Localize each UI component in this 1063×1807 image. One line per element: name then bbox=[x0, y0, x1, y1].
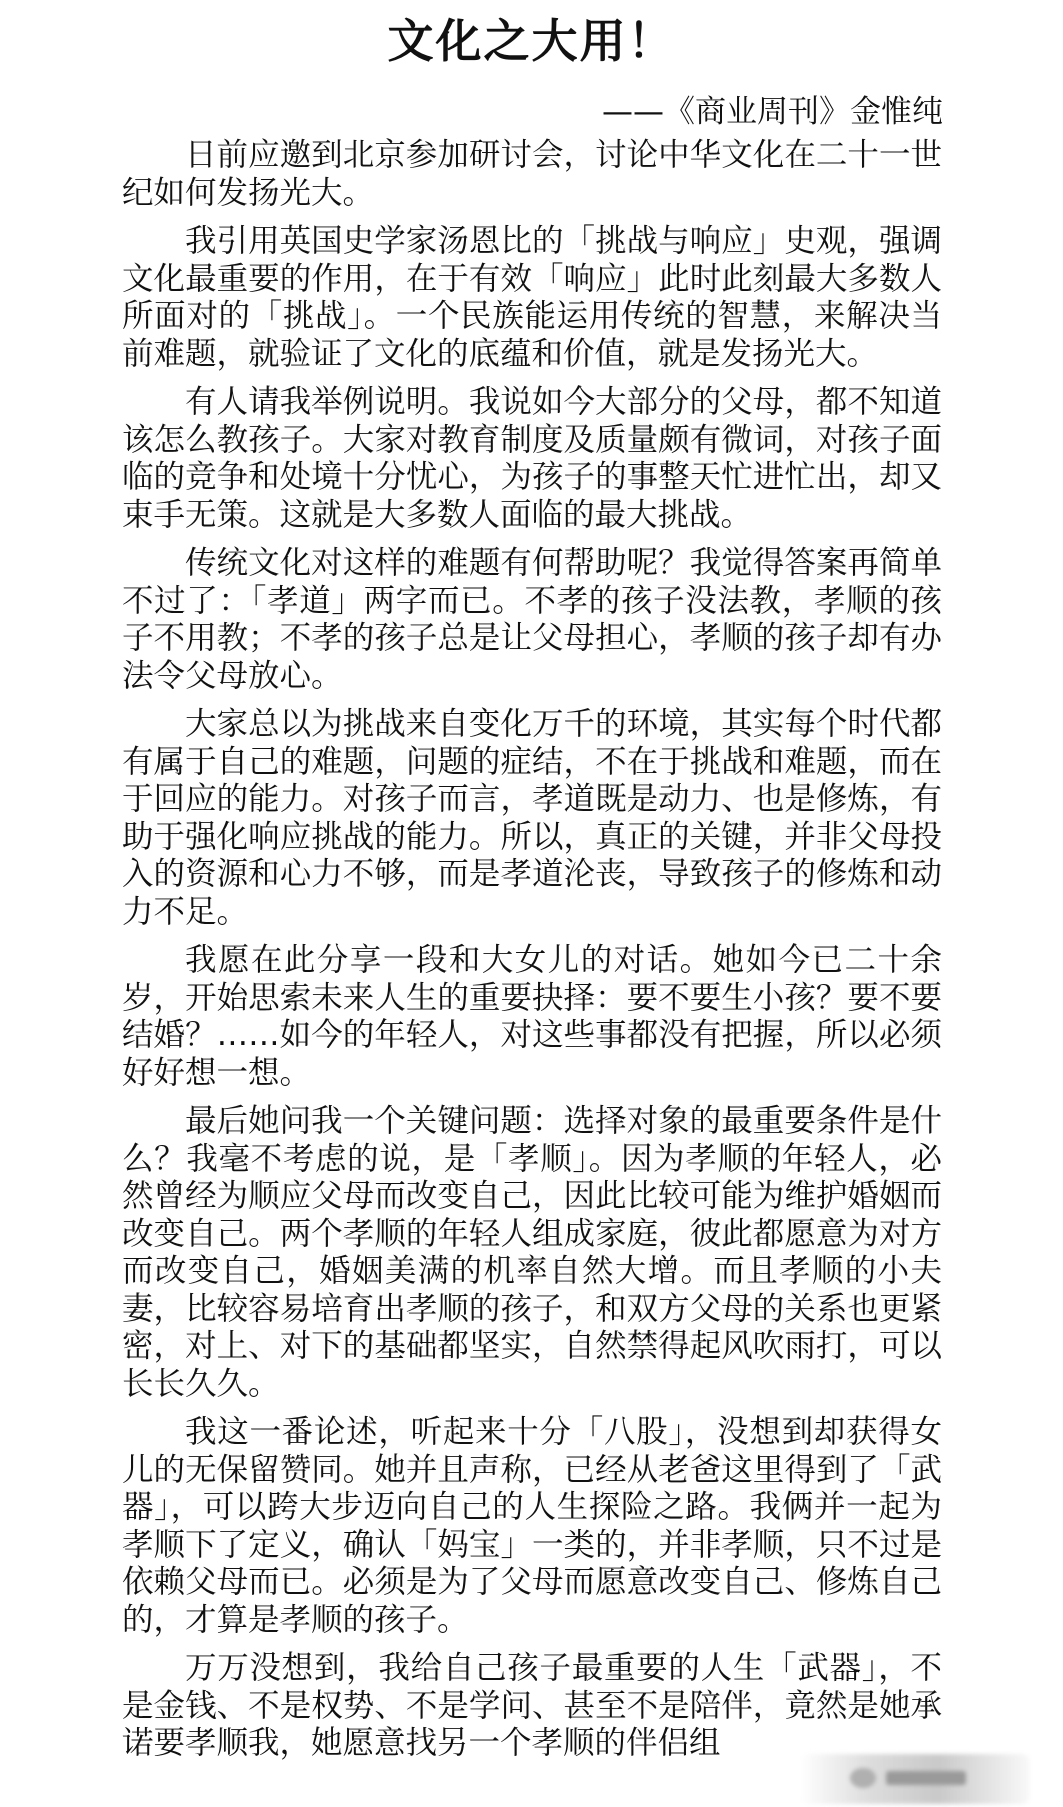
paragraph: 我这一番论述，听起来十分「八股」，没想到却获得女儿的无保留赞同。她并且声称，已经从老爸这里得到了「武器」，可以跨大步迈向自己的人生探险之路。我俩并一起为孝顺下了定义，确认「妈宝」一类的，并非孝顺，只不过是依赖父母而已。必须是为了父母而愿意改变自己、修炼自己的，才算是孝顺的孩子。 bbox=[122, 1414, 942, 1638]
article-body bbox=[122, 137, 942, 1774]
paragraph: 大家总以为挑战来自变化万千的环境，其实每个时代都有属于自己的难题，问题的症结，不在于挑战和难题，而在于回应的能力。对孩子而言，孝道既是动力、也是修炼，有助于强化响应挑战的能力。所以，真正的关键，并非父母投入的资源和心力不够，而是孝道沦丧，导致孩子的修炼和动力不足。 bbox=[122, 706, 942, 930]
paragraph: 我愿在此分享一段和大女儿的对话。她如今已二十余岁，开始思索未来人生的重要抉择：要不要生小孩？要不要结婚？……如今的年轻人，对这些事都没有把握，所以必须好好想一想。 bbox=[122, 942, 942, 1091]
paragraph: 最后她问我一个关键问题：选择对象的最重要条件是什么？我毫不考虑的说，是「孝顺」。因为孝顺的年轻人，必然曾经为顺应父母而改变自己，因此比较可能为维护婚姻而改变自己。两个孝顺的年轻人组成家庭，彼此都愿意为对方而改变自己，婚姻美满的机率自然大增。而且孝顺的小夫妻，比较容易培育出孝顺的孩子，和双方父母的关系也更紧密，对上、对下的基础都坚实，自然禁得起风吹雨打，可以长长久久。 bbox=[122, 1103, 942, 1402]
paragraph: 传统文化对这样的难题有何帮助呢？我觉得答案再简单不过了：「孝道」两字而已。不孝的孩子没法教，孝顺的孩子不用教；不孝的孩子总是让父母担心，孝顺的孩子却有办法令父母放心。 bbox=[122, 545, 942, 694]
watermark-blur bbox=[886, 1771, 966, 1785]
article-byline: ——《商业周刊》金惟纯 bbox=[602, 94, 943, 130]
watermark bbox=[800, 1754, 1030, 1804]
paragraph: 我引用英国史学家汤恩比的「挑战与响应」史观，强调文化最重要的作用，在于有效「响应」此时此刻最大多数人所面对的「挑战」。一个民族能运用传统的智慧，来解决当前难题，就验证了文化的底蕴和价值，就是发扬光大。 bbox=[122, 223, 942, 372]
watermark-logo-icon bbox=[850, 1768, 876, 1788]
paragraph: 万万没想到，我给自己孩子最重要的人生「武器」，不是金钱、不是权势、不是学问、甚至不是陪伴，竟然是她承诺要孝顺我，她愿意找另一个孝顺的伴侣组 bbox=[122, 1650, 942, 1761]
paragraph: 日前应邀到北京参加研讨会，讨论中华文化在二十一世纪如何发扬光大。 bbox=[122, 137, 942, 211]
paragraph: 有人请我举例说明。我说如今大部分的父母，都不知道该怎么教孩子。大家对教育制度及质量颇有微词，对孩子面临的竞争和处境十分忧心，为孩子的事整天忙进忙出，却又束手无策。这就是大多数人面临的最大挑战。 bbox=[122, 384, 942, 533]
article-title: 文化之大用！ bbox=[387, 14, 676, 68]
